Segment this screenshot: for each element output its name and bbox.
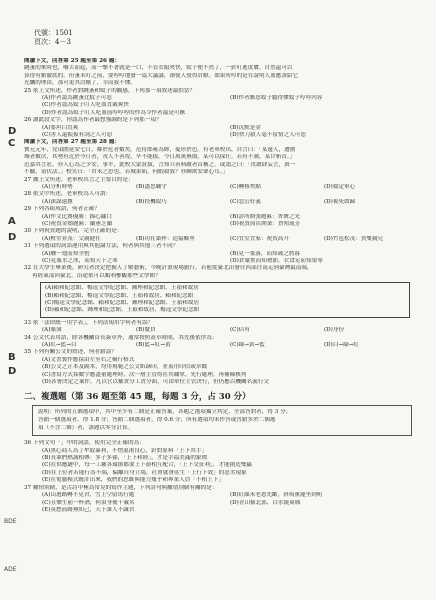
question-26: 26 讀此段文字，你認為作者最想強調的是下列那一項？ (24, 117, 162, 124)
option: (B)盡忠職守 (136, 183, 167, 190)
question-30-options (24, 236, 418, 243)
option: (E)在電腦模式統計出來，我們的思維與能力幾乎和專業人員「不相上下」 (42, 477, 224, 484)
question-31-options (24, 251, 418, 266)
question-33: 33 依「法律統一用字表」，下列法規用字何者有誤？ (24, 319, 154, 326)
passage1-intro: 閱讀下文，回答第 25 題至第 26 題： (24, 58, 121, 64)
question-36: 36 下列文句「」中的詞語，使用完全正確的為： (24, 440, 145, 447)
option: (B)紅顏未老恩先斷，斜倚薰籠坐到明 (230, 492, 323, 499)
option: (A)文書製作應採由左至右之橫行格式 (42, 356, 135, 363)
handwritten-answer-mark: D (8, 126, 17, 137)
explanation-line: 答錯一個選項者，得 1.8 分；答錯二個選項者，得 0.6 分；所有選項均未作答或答錯多於二個選 (38, 417, 276, 424)
question-34: 34 公文代表用語，除各機關首長簽章外，通常按照蓋章時間，其先後依序為： (24, 334, 218, 341)
option: (C)作者認為蚊子叮人吃血直截爽快 (42, 102, 129, 109)
question-29: 29 下列各組成語，何者正確？ (24, 206, 101, 213)
question-37-options (24, 492, 418, 507)
question-25: 25 依上文所述，作者對跳蚤和蚊子的觀感，下列那一項敘述最恰當？ (24, 87, 196, 94)
option: (B)公文之正本及副本，均用規範之公文紙繕印，並蓋用印信或章戳 (42, 364, 208, 371)
question-30: 30 下列祝賀題的說明，完全正確的是： (24, 228, 123, 235)
option: (D)作者認為蚊子叮人吃血前哼哼哼的作為令作者最是可厭 (42, 109, 186, 116)
explanation-line: 項（不含二個）者，該題以零分計算。 (38, 424, 134, 431)
option: (C)在供應鏈中，每一工廠各環節都要上下游相互配合，「上下交征利」，才能創造雙贏 (42, 462, 253, 469)
passage2-line: 不驗，須伏法。」校笑曰：「君未之思也。若城果陷，何暇殺我？亦聊欲安眾心耳。」 (24, 169, 229, 176)
handwritten-answer-mark: ADE (4, 566, 17, 573)
question-28-options (24, 199, 418, 206)
passage1-line: 算得有點徹底的，但蚤未叮之前，要哼哼地發一篇大議論，卻使人覺得討厭。如果所哼的是在說明人血應該給它 (24, 72, 299, 79)
page-number: 頁次：4－3 (34, 38, 71, 46)
option: (B)釐員 (136, 327, 156, 334)
handwritten-answer-mark: C (8, 138, 16, 149)
option: (B)見一葉落，而知歲之將暮 (230, 250, 301, 257)
handwritten-answer-mark: D (8, 232, 17, 243)
option: (D)各署決定之案件，凡以官以權責分工責分面，可由單位主管決行，但仍應以機關名義行文 (42, 379, 270, 386)
option: (A)作文比賽優勝：錦心繡口 (42, 213, 112, 220)
option: (C)書寫方式採數字應盡量處理時，次一層主管得在其職掌，先行處理，再補陳核判 (42, 371, 247, 378)
option: (B)投機取巧 (136, 198, 167, 205)
option: (B)功在桑梓：造福鄉里 (136, 235, 195, 242)
exam-content (24, 58, 418, 514)
option: (C)宜室宜家：祝賀高升 (230, 235, 289, 242)
option: (B)藍→紅→黃 (136, 342, 171, 349)
option: (B)診所開張題匾：杏壇之光 (230, 213, 301, 220)
section-explanation-box (32, 405, 412, 436)
option: (B)沉默是金 (230, 124, 261, 131)
option: (C)祝賀金婚題匾：蘭蕙芝蘭 (42, 220, 113, 227)
option: (C)佔有 (230, 327, 250, 334)
option: (A)山迴路轉不見君，雪上空留馬行處 (42, 492, 135, 499)
question-26-options (24, 125, 418, 140)
option: (A)賬簿 (42, 327, 62, 334)
option: (D)賴和紀念館、鍾理和紀念館、王禎和故居、楊逵文學紀念館 (45, 307, 200, 314)
option: (E)莫愁前路無知己，天下誰人不識君 (42, 506, 135, 513)
option: (A)賴和紀念館、楊逵文學紀念館、鍾理和紀念館、王禎和故居 (45, 285, 199, 292)
option: (B)作者厭惡蚊子聽得懂蚊子哼哼內容 (230, 95, 323, 102)
question-34-options (24, 342, 418, 349)
question-37: 37 雕情別緒，是古詩中極為常見的寫作主題，下列詩句與離情別緒有關的是： (24, 484, 218, 491)
option: (C)且樂生前一杯酒，何須身後千載名 (42, 499, 135, 506)
option: (C)害人還振振有詞之人可惡 (42, 132, 113, 139)
page-header (34, 29, 73, 47)
option: (C)見瓶水之冰，而知天下之寒 (42, 257, 118, 264)
option: (A)黑心商人為了牟取暴利，不惜混淆良心，針對原料「上下其手」 (42, 447, 208, 454)
option: (A)要坦白直爽 (42, 124, 79, 131)
option: (B)長輩們熱誠相傳：多子多孫，「上下和睦」，才是幸福美滿的象徵 (42, 455, 208, 462)
option: (B)賴和紀念館、楊逵文學紀念館、王禎和故居、賴和紀念館 (45, 292, 194, 299)
question-31: 31 下列選項的詞語運用與其他論方法，何者與其他三者不同？ (24, 243, 179, 250)
handwritten-answer-mark: BDE (4, 518, 17, 525)
question-33-options (24, 327, 418, 334)
option: (C)綠→黃→藍 (230, 342, 265, 349)
option: (D)白→綠→紅 (324, 342, 360, 349)
passage2-intro: 閱讀下文，回答第 27 題至第 28 題： (24, 139, 121, 146)
question-35: 35 下列有關公文的敘述，何者錯誤？ (24, 349, 117, 356)
option: (A)深謀遠慮 (42, 198, 73, 205)
option: (A)橙堂並茂：父親健在 (42, 235, 101, 242)
question-27: 27 據上文所述，老軍校出言之主要目的是： (24, 176, 134, 183)
passage2-line: 寶元元年，党項圍延安七日，鄰於危者數矣。范侍郎雍為帥，憂形於色。有老軍校出，自言曰：「某邊人，遭圍 (24, 146, 296, 153)
explanation-line: 說明：所列的五個選項中，其中至少有二個是正確答案，各題之選項獨立判定，全部答對者，得 3 分； (38, 409, 292, 416)
passage2-line: 城者數次，其勢有近於今日者，戎人不善攻，卒不能拔。今日萬萬無虞，某可以保任。若有不測，某甘斬首。」 (24, 154, 296, 161)
option: (A)纏一翅而知全豹 (42, 250, 90, 257)
question-29-options (24, 214, 418, 229)
passage1-line: 跳蚤的來時也，嚼舌而起，而一擊不著就是一口，不管衣服夾快，蚊子便不然了，一針叮進皮膚，自然還可以 (24, 65, 293, 72)
question-32-options-box (40, 282, 410, 318)
handwritten-answer-mark: D (8, 366, 17, 377)
option: (D)視死如歸 (324, 198, 356, 205)
handwritten-answer-mark: A (8, 216, 16, 227)
option: (D)祝賀商店開業：貨殖流芳 (230, 220, 301, 227)
option: (A)紅→藍→白 (42, 342, 77, 349)
question-25-options (24, 95, 418, 102)
option: (C)轉移焦點 (230, 183, 262, 190)
question-32: 32 在大學生畢業後，研究者決定把握人了解藝術，今晚計畫現場旅行，若他從臺北出發往西部往南走到臺灣最南端， (24, 265, 313, 272)
option: (D)倉廩實而知禮節，衣食足而知榮辱 (230, 257, 323, 264)
option: (A)作者認為跳蚤比蚊子可惡 (42, 95, 112, 102)
option: (D)身份 (324, 327, 345, 334)
passage2-line: 范嘉其言壯，亦人心為之少安。事平，此校大蒙賞拔，言知兵善料敵者首稱之。或謂之曰：「汝敢肆妄言，萬一 (24, 161, 296, 168)
handwritten-answer-mark: B (8, 352, 16, 363)
option: (A)分析時勢 (42, 183, 73, 190)
option: (D)竹苞松茂：賀雙親兄 (324, 235, 384, 242)
option: (D)在上位者若能行為不端，偏離自身立場，社會就會產生「上行下效」的惡劣現象 (42, 469, 247, 476)
question-28: 28 依文中所述，老軍校為人可謂： (24, 191, 112, 198)
option: (C)楊逵文學紀念館、賴和紀念館、鍾理和紀念館、王禎和故居 (45, 300, 200, 306)
question-32-cont: 再經東部回臺北，沿途依可以順利參觀那些文學館？ (32, 272, 161, 279)
option: (D)穩定軍心 (324, 183, 356, 190)
option: (C)忽公好義 (230, 198, 262, 205)
option: (D)青山横北郭，白水繞東城 (230, 499, 301, 506)
question-27-options (24, 184, 418, 191)
section-title: 二、複選題（第 36 題至第 45 題，每題 3 分，占 30 分） (24, 392, 251, 403)
exam-code: 代號：1501 (34, 29, 73, 37)
passage1-line: 充饑的理由，那可更其討厭了，幸而我不懂。 (24, 80, 136, 87)
option: (D)快刀殺人毫不留情之人可惡 (230, 132, 306, 139)
